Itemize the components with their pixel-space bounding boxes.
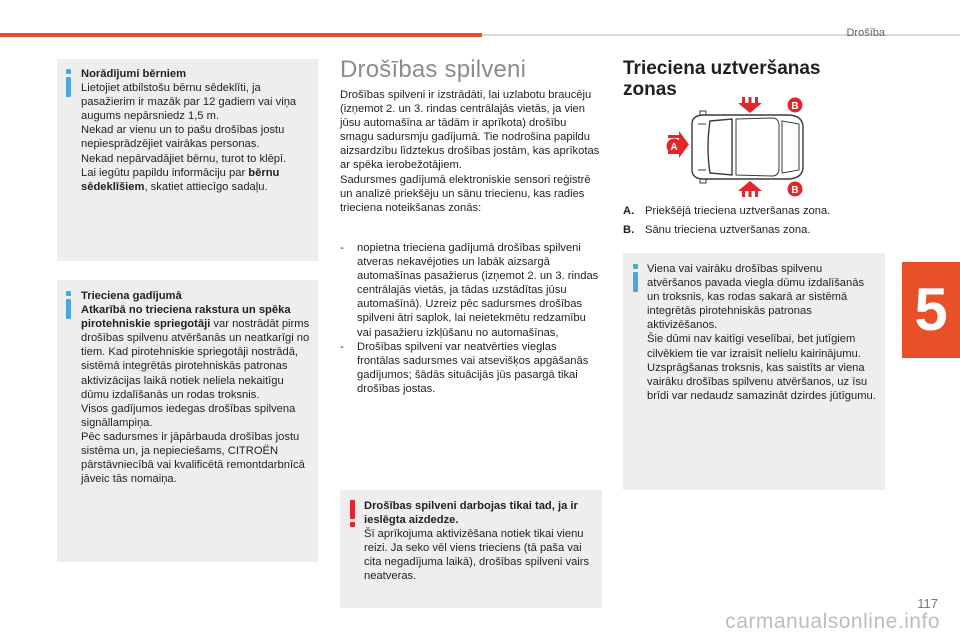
paragraph: Drošības spilveni ir izstrādāti, lai uzlabotu braucēju (izņemot 2. un 3. rindas centrālajās vietās, ja vien jūsu automašīna ar tādām ir aprīkota) drošību smagu sadursmju gadījumā. Tie nodrošina papildu aizsardzību līdztekus drošības jostām, kas aprīkotas ar spēka ierobežotājiem. — [340, 89, 600, 172]
note-title: Norādījumi bērniem — [81, 68, 187, 80]
zone-marker-b-top — [788, 98, 803, 113]
zones-legend-a: A. Priekšējā trieciena uztveršanas zona. — [623, 205, 831, 217]
airbags-bullet-list — [340, 241, 602, 396]
warning-text: Šī aprīkojuma aktivizēšana notiek tikai vienu reizi. Ja seko vēl viens trieciens (tā paša vai cita negadījuma laikā), drošības spilveni vairs neatveras. — [364, 528, 590, 583]
note-text: Lietojiet atbilstošu bērnu sēdeklīti, ja pasažierim ir mazāk par 12 gadiem vai viņa augums nepārsniedz 1,5 m. — [81, 82, 297, 123]
note-box-collision — [57, 280, 318, 562]
note-box-smoke — [623, 253, 885, 490]
svg-text:B: B — [791, 185, 799, 196]
note-box-children — [57, 59, 318, 261]
warning-box — [340, 490, 602, 608]
airbags-heading: Drošības spilveni — [340, 56, 527, 83]
info-icon — [65, 69, 73, 97]
paragraph: Sadursmes gadījumā elektroniskie sensori reģistrē un analizē priekšēju un sānu triecienu, kas radies trieciena noteikšanas zonās: — [340, 173, 591, 214]
note-text: Viena vai vairāku drošības spilvenu atvēršanos pavada viegla dūmu izdalīšanās un troksnis, kas rodas sakarā ar sistēmā integrētās pirotehniskās patronas aktivizēšanos. — [647, 263, 865, 332]
zone-marker-a — [667, 139, 682, 154]
svg-text:A: A — [670, 142, 678, 153]
note-text: Atkarībā no trieciena rakstura un spēka pirotehniskie spriegotāji var nostrādāt pirms drošības spilvenu atvēršanās un neatkarīgi no tiem. Kad pirotehniskie spriegotāji nostrādā, sistēmā integrētās pirotehniskās patronas aktivizācijas laikā notiek neliela nekaitīgu dūmu izdalīšanās un rodas troksnis. — [81, 304, 310, 401]
chapter-number: 5 — [914, 276, 948, 343]
warning-icon — [349, 500, 357, 528]
airbags-intro — [340, 88, 602, 215]
zone-marker-b-bottom — [788, 182, 803, 197]
impact-zones-diagram — [662, 94, 814, 200]
zones-legend-b: B. Sānu trieciena uztveršanas zona. — [623, 224, 811, 236]
note-title: Trieciena gadījumā — [81, 290, 182, 302]
header-accent-bar — [0, 33, 482, 37]
side-impact-arrow-top — [738, 97, 762, 113]
watermark: carmanualsonline.info — [725, 610, 940, 633]
note-text: Nekad nepārvadājiet bērnu, turot to klēpī. — [81, 152, 287, 165]
side-impact-arrow-bottom — [738, 181, 762, 197]
list-item: - Drošības spilveni var neatvērties vieglas frontālas sadursmes vai atsevišķos apgāšanās gadījumos; šādās situācijās jūs pasargā tikai drošības jostas. — [340, 340, 589, 395]
chapter-tab — [902, 262, 960, 358]
car-top-view — [692, 111, 803, 183]
header-rule — [482, 34, 960, 36]
list-item: - nopietna trieciena gadījumā drošības spilveni atveras nekavējoties un labāk aizsargā automašīnas pasažierus (izņemot 2. un 3. rindas centrālajās vietās, ja tādas uzstādītas jūsu automašīnā). Uzreiz pēc sadursmes drošības spilveni ātri saplok, lai neietekmētu redzamību vai pasažieru izkļūšanu no automašīnas, — [340, 242, 599, 339]
warning-title: Drošības spilveni darbojas tikai tad, ja ir ieslēgta aizdedze. — [364, 500, 578, 527]
note-text: Visos gadījumos iedegas drošības spilvena signāllampiņa. — [81, 402, 296, 429]
info-icon — [65, 291, 73, 319]
zones-heading: Trieciena uztveršanas zonas — [623, 58, 821, 100]
info-icon — [632, 264, 640, 292]
note-text: Uzsprāgšanas troksnis, kas saistīts ar viena vairāku drošības spilvenu atvēršanos, uz īsu brīdi var nedaudz samazināt dzirdes jūtīgumu. — [647, 361, 876, 402]
section-title: Drošība — [846, 27, 885, 39]
note-text: Lai iegūtu papildu informāciju par bērnu sēdeklīšiem, skatiet attiecīgo sadaļu. — [81, 166, 280, 193]
note-text: Pēc sadursmes ir jāpārbauda drošības jostu sistēma un, ja nepieciešams, CITROËN pārstāvniecībā vai kvalificētā remontdarbnīcā jāveic tās nomaiņa. — [81, 430, 305, 486]
note-text: Nekad ar vienu un to pašu drošības jostu nepiesprādzējiet vairākas personas. — [81, 124, 285, 151]
page-number: 117 — [917, 596, 938, 611]
note-text: Šie dūmi nav kaitīgi veselībai, bet jutīgiem cilvēkiem tie var izraisīt nelielu kairinājumu. — [647, 333, 861, 360]
svg-text:B: B — [791, 101, 799, 112]
